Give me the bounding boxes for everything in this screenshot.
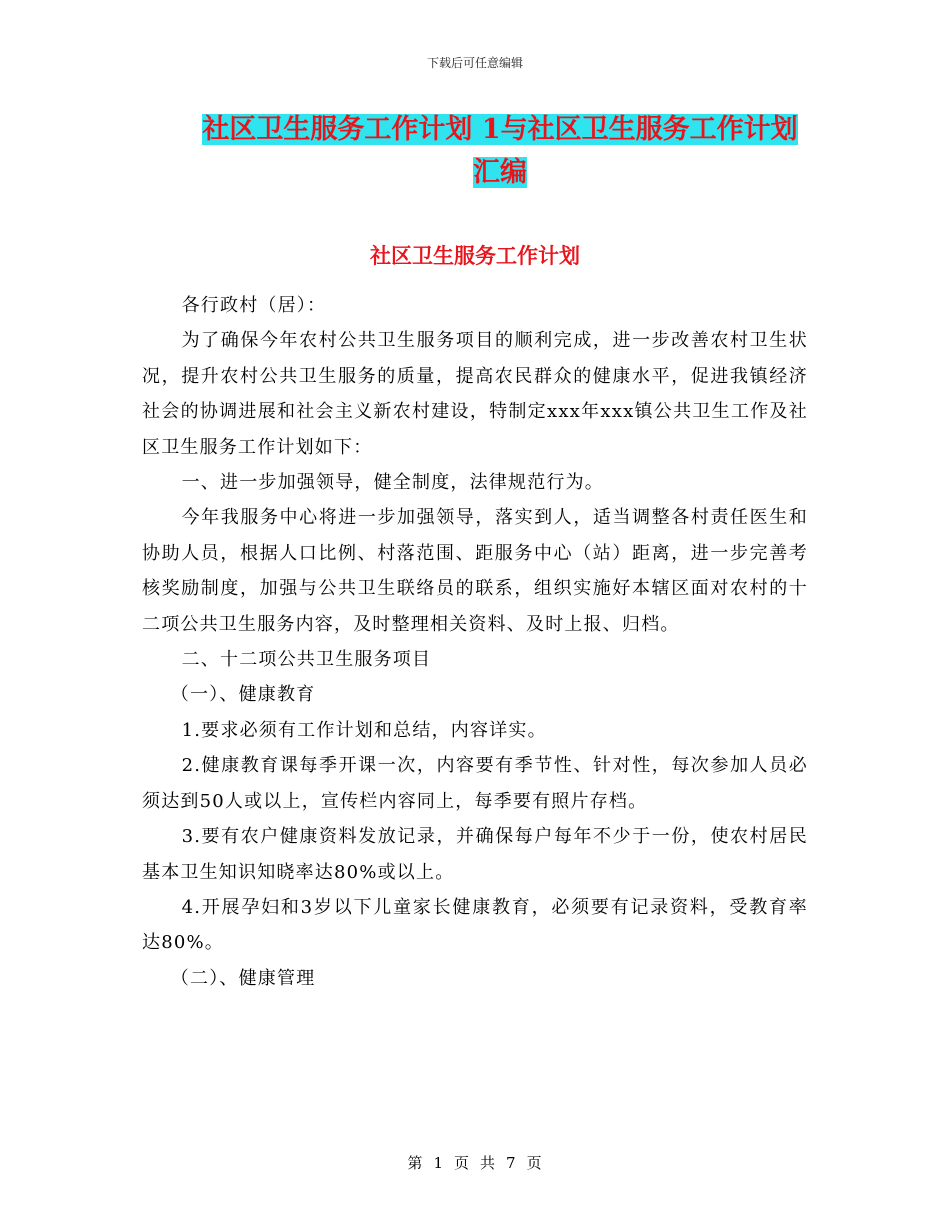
section-title: 社区卫生服务工作计划 bbox=[370, 243, 580, 268]
document-title-text: 社区卫生服务工作计划 1与社区卫生服务工作计划汇编 bbox=[202, 114, 798, 188]
list-item-1: 1.要求必须有工作计划和总结，内容详实。 bbox=[181, 719, 547, 741]
footer-page-total: 7 bbox=[506, 1154, 517, 1172]
footer-total-prefix: 共 bbox=[480, 1154, 497, 1172]
heading-part-one: 一、进一步加强领导，健全制度，法律规范行为。 bbox=[181, 472, 604, 494]
heading-part-two: 二、十二项公共卫生服务项目 bbox=[181, 649, 432, 671]
list-item-2: 2.健康教育课每季开课一次，内容要有季节性、针对性，每次参加人员必须达到50人或以上，宣传栏内容同上，每季要有照片存档。 bbox=[142, 755, 808, 812]
paragraph-intro: 为了确保今年农村公共卫生服务项目的顺利完成，进一步改善农村卫生状况，提升农村公共卫生服务的质量，提高农民群众的健康水平，促进我镇经济社会的协调进展和社会主义新农村建设，特制定xxx年xxx镇公共卫生工作及社区卫生服务工作计划如下： bbox=[142, 330, 808, 458]
document-title bbox=[190, 108, 810, 194]
footer-middle: 页 bbox=[453, 1154, 470, 1172]
page-footer bbox=[0, 1152, 950, 1173]
footer-suffix: 页 bbox=[526, 1154, 543, 1172]
paragraph-salutation: 各行政村（居）： bbox=[181, 295, 327, 316]
footer-page-current: 1 bbox=[433, 1154, 444, 1172]
subheading-health-education: （一）、健康教育 bbox=[170, 684, 316, 706]
footer-prefix: 第 bbox=[407, 1154, 424, 1172]
subheading-health-management: （二）、健康管理 bbox=[170, 967, 316, 989]
list-item-3: 3.要有农户健康资料发放记录，并确保每户每年不少于一份，使农村居民基本卫生知识知晓率达80%或以上。 bbox=[142, 826, 808, 883]
document-body bbox=[142, 288, 808, 996]
header-note: 下载后可任意编辑 bbox=[426, 56, 523, 70]
paragraph-part-one: 今年我服务中心将进一步加强领导，落实到人，适当调整各村责任医生和协助人员，根据人口比例、村落范围、距服务中心（站）距离，进一步完善考核奖励制度，加强与公共卫生联络员的联系，组织实施好本辖区面对农村的十二项公共卫生服务内容，及时整理相关资料、及时上报、归档。 bbox=[142, 507, 808, 635]
list-item-4: 4.开展孕妇和3岁以下儿童家长健康教育，必须要有记录资料，受教育率达80%。 bbox=[142, 896, 808, 954]
